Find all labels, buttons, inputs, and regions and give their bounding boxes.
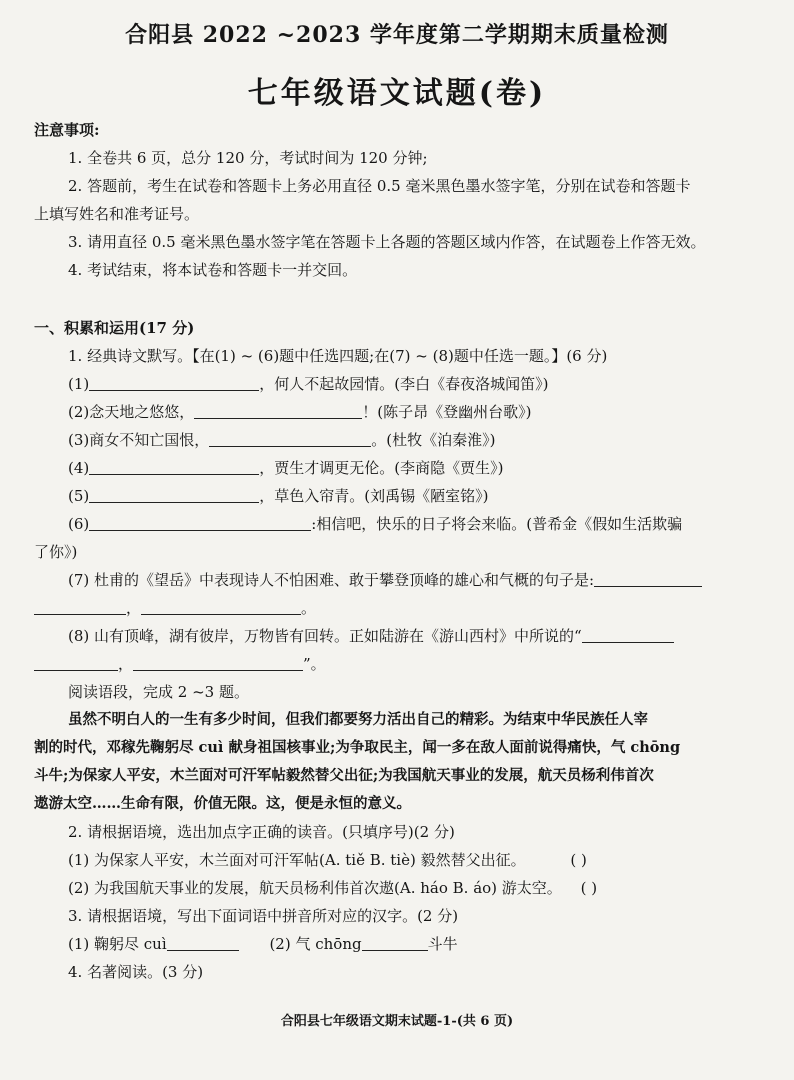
answer-blank[interactable] [89, 484, 259, 503]
answer-blank[interactable] [194, 400, 362, 419]
question-3: 3. 请根据语境，写出下面词语中拼音所对应的汉字。(2 分) [68, 907, 459, 925]
question-1-8: (8) 山有顶峰，湖有彼岸，万物皆有回转。正如陆游在《游山西村》中所说的“ [34, 622, 766, 650]
poem-line-6: (6) :相信吧，快乐的日子将会来临。(普希金《假如生活欺骗 [34, 510, 766, 538]
question-1: 1. 经典诗文默写。【在(1) ~ (6)题中任选四题;在(7) ~ (8)题中任选一题。】(6 分) [68, 347, 608, 365]
answer-blank[interactable] [141, 596, 301, 615]
question-2: 2. 请根据语境，选出加点字正确的读音。(只填序号)(2 分) [68, 823, 455, 841]
poem-line-6-cont: 了你》) [34, 543, 78, 561]
answer-blank[interactable] [582, 624, 674, 643]
section-1-heading: 一、积累和运用(17 分) [34, 319, 195, 337]
notice-item-3: 3. 请用直径 0.5 毫米黑色墨水签字笔在答题卡上各题的答题区域内作答，在试题卷上作答无效。 [68, 233, 706, 251]
answer-blank[interactable] [362, 932, 428, 951]
passage-line-4: 遨游太空……生命有限，价值无限。这，便是永恒的意义。 [34, 795, 411, 812]
question-1-7: (7) 杜甫的《望岳》中表现诗人不怕困难、敢于攀登顶峰的雄心和气概的句子是: [34, 566, 766, 594]
notice-item-1: 1. 全卷共 6 页，总分 120 分，考试时间为 120 分钟; [68, 149, 428, 167]
page-title: 七年级语文试题(卷) [247, 76, 547, 111]
poem-line-3: (3)商女不知亡国恨， 。(杜牧《泊秦淮》) [34, 426, 766, 454]
passage-line-2: 割的时代，邓稼先鞠躬尽 cuì 献身祖国核事业;为争取民主，闻一多在敌人面前说得痛快，气 chōng [34, 739, 681, 756]
passage-line-1: 虽然不明白人的一生有多少时间，但我们都要努力活出自己的精彩。为结束中华民族任人宰 [68, 711, 648, 728]
poem-line-2: (2)念天地之悠悠， ！(陈子昂《登幽州台歌》) [34, 398, 766, 426]
answer-paren[interactable]: ( ) [570, 851, 587, 869]
answer-blank[interactable] [89, 456, 259, 475]
answer-blank[interactable] [209, 428, 371, 447]
answer-blank[interactable] [89, 512, 311, 531]
notice-item-2: 2. 答题前，考生在试卷和答题卡上务必用直径 0.5 毫米黑色墨水签字笔，分别在试卷和答题卡 [68, 177, 691, 195]
poem-line-5: (5) ，草色入帘青。(刘禹锡《陋室铭》) [34, 482, 766, 510]
question-1-7-cont: ， 。 [34, 594, 766, 622]
notice-block [34, 116, 766, 284]
question-4: 4. 名著阅读。(3 分) [68, 963, 204, 981]
section-1 [34, 314, 766, 986]
question-1-8-cont: ， ”。 [34, 650, 766, 678]
poem-line-1: (1) ，何人不起故园情。(李白《春夜洛城闻笛》) [34, 370, 766, 398]
answer-blank[interactable] [89, 372, 259, 391]
notice-heading: 注意事项: [34, 121, 100, 139]
answer-paren[interactable]: ( ) [580, 879, 598, 897]
notice-item-2-cont: 上填写姓名和准考证号。 [34, 205, 200, 223]
page-footer: 合阳县七年级语文期末试题-1-(共 6 页) [280, 1014, 514, 1029]
answer-blank[interactable] [167, 932, 239, 951]
answer-blank[interactable] [594, 568, 702, 587]
question-3-items: (1) 鞠躬尽 cuì (2) 气 chōng 斗牛 [34, 930, 766, 958]
question-2-2: (2) 为我国航天事业的发展，航天员杨利伟首次遨(A. háo B. áo) 游太空。 ( ) [34, 874, 766, 902]
passage-line-3: 斗牛;为保家人平安，木兰面对可汗军帖毅然替父出征;为我国航天事业的发展，航天员杨利伟首次 [34, 767, 654, 784]
reading-intro: 阅读语段，完成 2 ~3 题。 [68, 683, 249, 701]
answer-blank[interactable] [34, 596, 126, 615]
exam-header: 合阳县 2022 ~2023 学年度第二学期期末质量检测 [125, 22, 669, 48]
poem-line-4: (4) ，贾生才调更无伦。(李商隐《贾生》) [34, 454, 766, 482]
answer-blank[interactable] [34, 652, 118, 671]
notice-item-4: 4. 考试结束，将本试卷和答题卡一并交回。 [68, 261, 358, 279]
question-2-1: (1) 为保家人平安，木兰面对可汗军帖(A. tiě B. tiè) 毅然替父出征。 ( ) [34, 846, 766, 874]
answer-blank[interactable] [133, 652, 303, 671]
